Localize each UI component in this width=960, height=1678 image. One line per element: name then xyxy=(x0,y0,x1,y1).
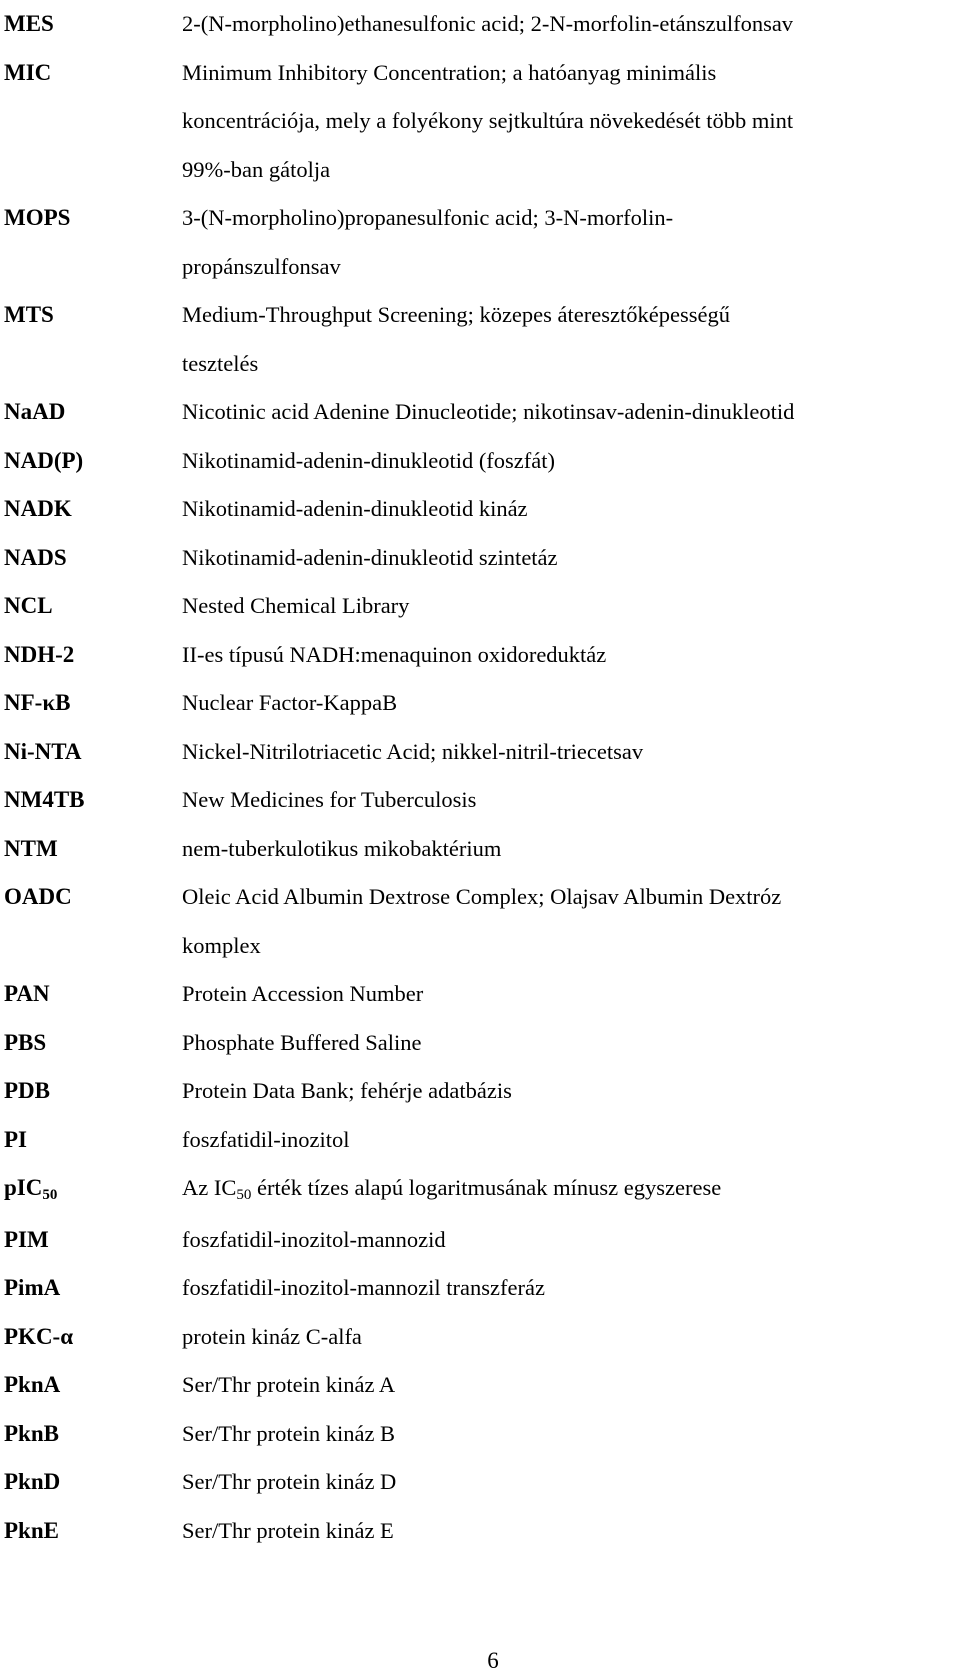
abbreviation-definition xyxy=(182,1361,960,1410)
abbreviation-term: NDH-2 xyxy=(4,641,75,667)
abbreviation-definition xyxy=(182,631,960,680)
abbreviation-entry xyxy=(0,1458,960,1507)
abbreviation-entry xyxy=(0,825,960,874)
abbreviation-term: PIM xyxy=(4,1226,49,1252)
definition-line: Minimum Inhibitory Concentration; a hatóanyag minimális xyxy=(182,59,717,85)
definition-line: 3-(N-morpholino)propanesulfonic acid; 3-N-morfolin- xyxy=(182,205,674,230)
abbreviation-entry xyxy=(0,1067,960,1116)
abbreviation-term: PBS xyxy=(4,1029,47,1055)
abbreviation-term: MOPS xyxy=(4,205,71,230)
abbreviation-definition xyxy=(182,679,960,728)
abbreviation-definition xyxy=(182,970,960,1019)
abbreviation-term: NF-κB xyxy=(4,690,71,715)
abbreviation-term: NADK xyxy=(4,496,72,521)
abbreviation-entry xyxy=(0,1164,960,1216)
abbreviation-term: PknE xyxy=(4,1517,59,1543)
abbreviation-definition xyxy=(182,1313,960,1362)
abbreviation-term: PknB xyxy=(4,1420,59,1446)
abbreviation-entry xyxy=(0,776,960,825)
abbreviation-entry xyxy=(0,582,960,631)
definition-line: Nickel-Nitrilotriacetic Acid; nikkel-nitril-triecetsav xyxy=(182,738,644,764)
abbreviation-entry xyxy=(0,1116,960,1165)
abbreviation-definition xyxy=(182,437,960,486)
definition-line: II-es típusú NADH:menaquinon oxidoreduktáz xyxy=(182,641,607,667)
abbreviation-term: NTM xyxy=(4,835,58,861)
abbreviation-term: PimA xyxy=(4,1275,61,1300)
abbreviation-definition xyxy=(182,534,960,583)
definition-line: Nicotinic acid Adenine Dinucleotide; nikotinsav-adenin-dinukleotid xyxy=(182,399,795,424)
definition-line: Protein Data Bank; fehérje adatbázis xyxy=(182,1078,512,1103)
abbreviation-definition xyxy=(182,1164,960,1216)
abbreviation-term: NM4TB xyxy=(4,787,85,812)
abbreviation-definition xyxy=(182,1264,960,1313)
definition-line: Nikotinamid-adenin-dinukleotid kináz xyxy=(182,496,528,521)
definition-line: Nikotinamid-adenin-dinukleotid szintetáz xyxy=(182,544,558,570)
definition-line: 2-(N-morpholino)ethanesulfonic acid; 2-N-morfolin-etánszulfonsav xyxy=(182,11,794,36)
definition-line: Ser/Thr protein kináz E xyxy=(182,1517,394,1543)
abbreviation-entry xyxy=(0,1264,960,1313)
abbreviation-definition xyxy=(182,1216,960,1265)
definition-line: foszfatidil-inozitol xyxy=(182,1126,350,1152)
definition-line: protein kináz C-alfa xyxy=(182,1323,362,1349)
definition-line: Ser/Thr protein kináz A xyxy=(182,1372,396,1397)
definition-line: Nuclear Factor-KappaB xyxy=(182,690,398,715)
definition-line: tesztelés xyxy=(182,350,259,376)
definition-text-before: Az IC xyxy=(182,1175,237,1200)
abbreviation-definition xyxy=(182,582,960,631)
definition-line: Ser/Thr protein kináz B xyxy=(182,1420,396,1446)
abbreviation-definition xyxy=(182,1116,960,1165)
definition-text-after: érték tízes alapú logaritmusának mínusz egyszerese xyxy=(251,1175,722,1200)
abbreviation-entry xyxy=(0,728,960,777)
definition-line: nem-tuberkulotikus mikobaktérium xyxy=(182,835,502,861)
definition-line: Nikotinamid-adenin-dinukleotid (foszfát) xyxy=(182,447,556,473)
abbreviation-entry xyxy=(0,534,960,583)
abbreviation-definition xyxy=(182,1458,960,1507)
abbreviation-term: PknD xyxy=(4,1469,61,1494)
abbreviation-entry xyxy=(0,679,960,728)
abbreviation-term: NAD(P) xyxy=(4,447,84,473)
abbreviation-definition xyxy=(182,1507,960,1556)
abbreviation-definition xyxy=(182,1410,960,1459)
abbreviation-entry xyxy=(0,0,960,49)
abbreviation-definition xyxy=(182,873,960,970)
definition-line xyxy=(182,1164,952,1216)
abbreviation-entry xyxy=(0,1313,960,1362)
abbreviation-term-main: pIC xyxy=(4,1175,43,1200)
definition-line: 99%-ban gátolja xyxy=(182,156,331,182)
abbreviation-term: NCL xyxy=(4,593,53,618)
abbreviation-definition xyxy=(182,776,960,825)
abbreviation-entry xyxy=(0,1361,960,1410)
definition-line: foszfatidil-inozitol-mannozil transzferáz xyxy=(182,1275,545,1300)
abbreviation-term xyxy=(0,1164,182,1216)
abbreviation-definition xyxy=(182,825,960,874)
abbreviation-definition xyxy=(182,291,960,388)
abbreviation-definition xyxy=(182,1067,960,1116)
abbreviation-term: NADS xyxy=(4,544,67,570)
abbreviation-entry xyxy=(0,388,960,437)
definition-line: Phosphate Buffered Saline xyxy=(182,1029,422,1055)
abbreviation-definition xyxy=(182,388,960,437)
abbreviation-entry xyxy=(0,1507,960,1556)
abbreviation-entry xyxy=(0,437,960,486)
abbreviation-term: PDB xyxy=(4,1078,50,1103)
definition-line: Medium-Throughput Screening; közepes áteresztőképességű xyxy=(182,302,730,327)
abbreviation-term: MES xyxy=(4,11,54,36)
abbreviation-term: PKC-α xyxy=(4,1323,74,1349)
abbreviation-definition xyxy=(182,485,960,534)
abbreviation-entry xyxy=(0,1019,960,1068)
abbreviation-entry xyxy=(0,1216,960,1265)
abbreviation-term: Ni-NTA xyxy=(4,738,82,764)
abbreviation-term: PAN xyxy=(4,981,50,1006)
abbreviation-term: MTS xyxy=(4,302,54,327)
definition-line: Oleic Acid Albumin Dextrose Complex; Olajsav Albumin Dextróz xyxy=(182,884,782,909)
abbreviation-term-subscript: 50 xyxy=(42,1187,58,1203)
abbreviation-term: PI xyxy=(4,1126,27,1152)
abbreviation-term: PknA xyxy=(4,1372,61,1397)
definition-line: Nested Chemical Library xyxy=(182,593,410,618)
definition-line: Protein Accession Number xyxy=(182,981,424,1006)
abbreviation-entry xyxy=(0,49,960,195)
abbreviation-entry xyxy=(0,485,960,534)
definition-subscript: 50 xyxy=(236,1187,252,1203)
page-number: 6 xyxy=(487,1648,499,1673)
abbreviation-entry xyxy=(0,1410,960,1459)
abbreviation-entry xyxy=(0,291,960,388)
definition-line: komplex xyxy=(182,932,261,958)
definition-line: New Medicines for Tuberculosis xyxy=(182,787,477,812)
definition-line: koncentrációja, mely a folyékony sejtkultúra növekedését több mint xyxy=(182,108,794,133)
abbreviation-definition xyxy=(182,728,960,777)
abbreviation-entry xyxy=(0,631,960,680)
abbreviation-definition xyxy=(182,49,960,195)
abbreviation-definition xyxy=(182,194,960,291)
definition-line: propánszulfonsav xyxy=(182,253,341,279)
abbreviation-definition xyxy=(182,1019,960,1068)
definition-line: Ser/Thr protein kináz D xyxy=(182,1469,397,1494)
abbreviation-term: MIC xyxy=(4,59,52,85)
abbreviation-entry xyxy=(0,970,960,1019)
abbreviation-definition xyxy=(182,0,960,49)
abbreviation-entry xyxy=(0,873,960,970)
abbreviation-term: OADC xyxy=(4,884,72,909)
abbreviation-term: NaAD xyxy=(4,399,66,424)
abbreviation-entry xyxy=(0,194,960,291)
definition-line: foszfatidil-inozitol-mannozid xyxy=(182,1226,446,1252)
